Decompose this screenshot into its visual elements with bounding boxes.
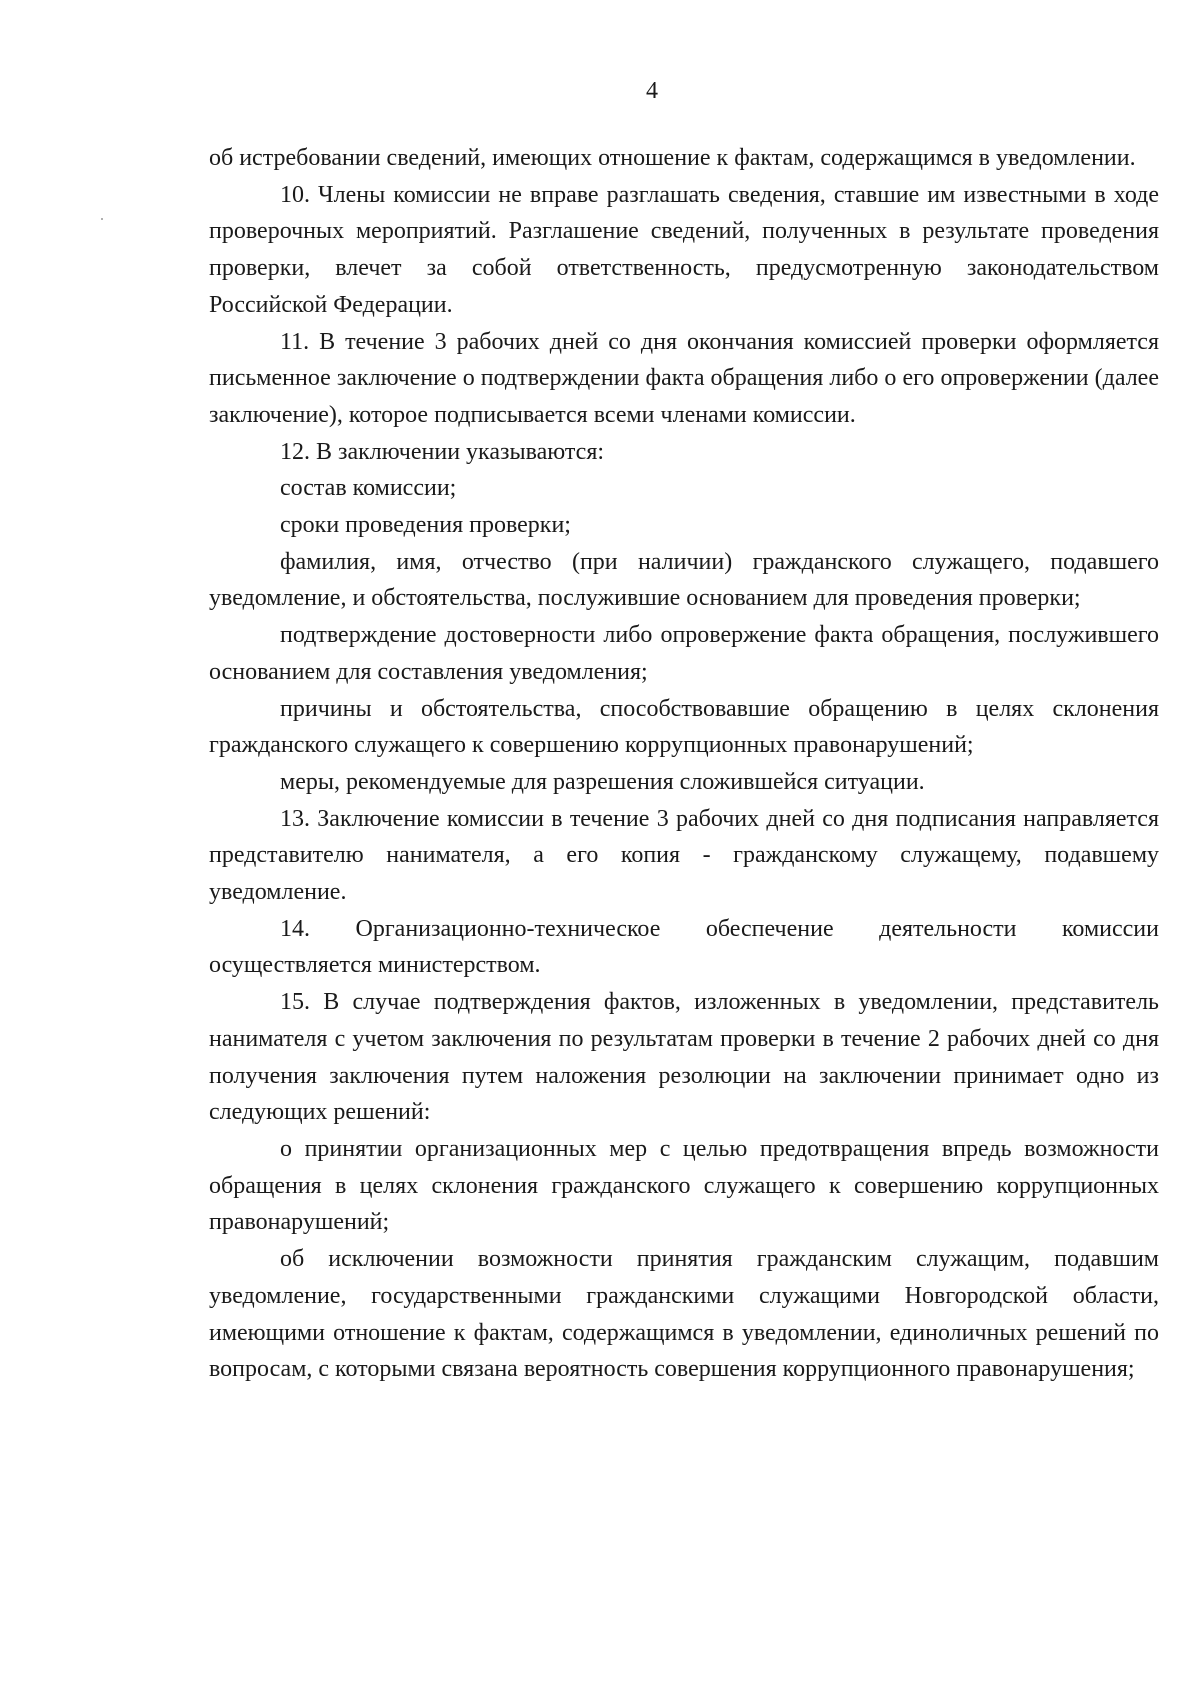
paragraph-item-13: 13. Заключение комиссии в течение 3 рабочих дней со дня подписания направляется представителю нанимателя, а его копия - гражданскому служащему, подавшему уведомление.: [209, 805, 1159, 906]
list-item-confirmation: подтверждение достоверности либо опровержение факта обращения, послужившего основанием для составления уведомления;: [209, 622, 1159, 685]
scan-speck: [101, 218, 103, 220]
paragraph-item-11: 11. В течение 3 рабочих дней со дня окончания комиссией проверки оформляется письменное заключение о подтверждении факта обращения либо о его опровержении (далее заключение), которое подписывается всеми членами комиссии.: [209, 328, 1159, 428]
paragraph-item-10: 10. Члены комиссии не вправе разглашать сведения, ставшие им известными в ходе проверочных мероприятий. Разглашение сведений, полученных в результате проведения проверки, влечет за собой ответственность, предусмотренную законодательством Российской Федерации.: [209, 181, 1159, 318]
list-item-commission-composition: состав комиссии;: [280, 475, 457, 502]
paragraph-item-14: 14. Организационно-техническое обеспечение деятельности комиссии осуществляется министерством.: [209, 915, 1159, 979]
list-item-check-dates: сроки проведения проверки;: [280, 512, 571, 539]
paragraph-continuation: об истребовании сведений, имеющих отношение к фактам, содержащимся в уведомлении.: [209, 145, 1136, 171]
list-item-measures: меры, рекомендуемые для разрешения сложившейся ситуации.: [280, 768, 925, 795]
paragraph-item-12: 12. В заключении указываются:: [280, 438, 605, 465]
decision-exclusion: об исключении возможности принятия гражданским служащим, подавшим уведомление, государственными гражданскими служащими Новгородской области, имеющими отношение к фактам, содержащимся в уведомлении, единоличных решений по вопросам, с которыми связана вероятность совершения коррупционного правонарушения;: [209, 1246, 1159, 1383]
decision-organizational-measures: о принятии организационных мер с целью предотвращения впредь возможности обращения в целях склонения гражданского служащего к совершению коррупционных правонарушений;: [209, 1135, 1159, 1236]
page-number: 4: [646, 78, 658, 104]
list-item-servant-name: фамилия, имя, отчество (при наличии) гражданского служащего, подавшего уведомление, и обстоятельства, послужившие основанием для проведения проверки;: [209, 548, 1159, 612]
document-body: [209, 140, 1159, 1388]
list-item-causes: причины и обстоятельства, способствовавшие обращению в целях склонения гражданского служащего к совершению коррупционных правонарушений;: [209, 695, 1159, 759]
paragraph-item-15: 15. В случае подтверждения фактов, изложенных в уведомлении, представитель нанимателя с учетом заключения по результатам проверки в течение 2 рабочих дней со дня получения заключения путем наложения резолюции на заключении принимает одно из следующих решений:: [209, 989, 1159, 1126]
